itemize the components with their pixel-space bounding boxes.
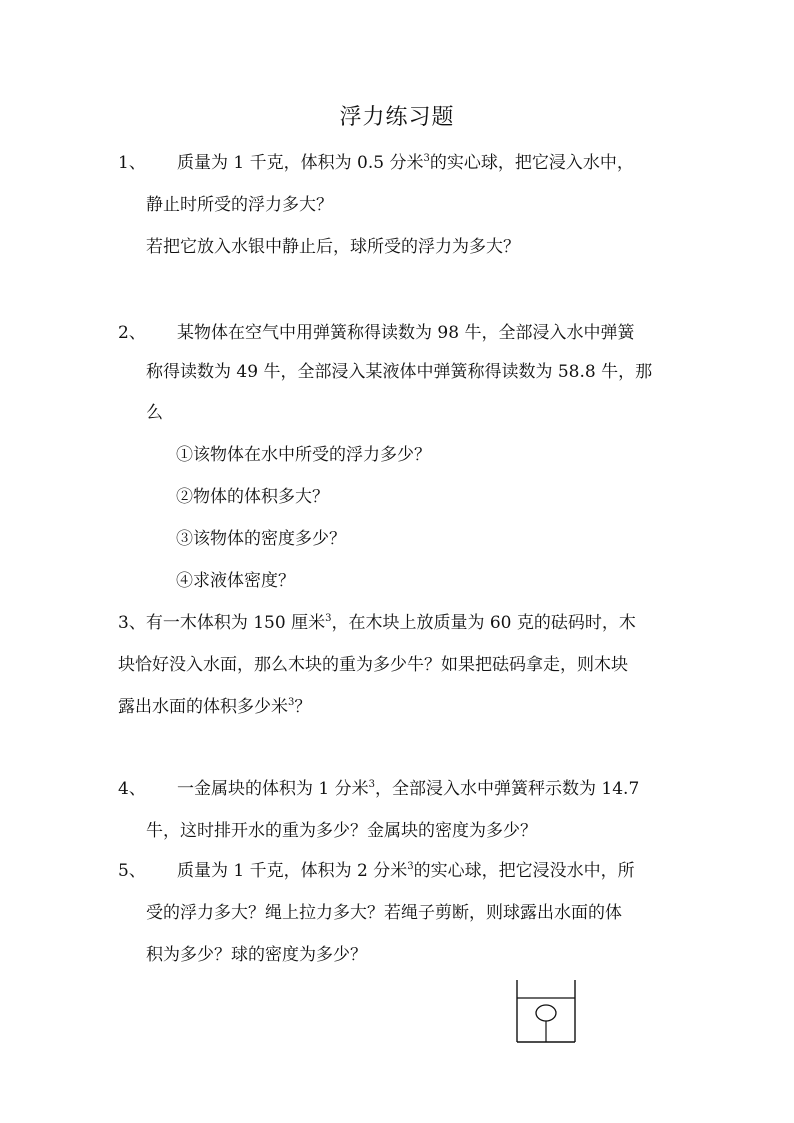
q4-line1-text-b: ，全部浸入水中弹簧秤示数为 14.7 [375,779,640,799]
q2-number: 2、 [118,323,146,343]
q5-line3: 积为多少？球的密度为多少？ [146,945,367,965]
q2-line1: 某物体在空气中用弹簧称得读数为 98 牛，全部浸入水中弹簧 [177,323,635,343]
q5-superscript: 3 [407,861,414,872]
page-title: 浮力练习题 [339,105,455,130]
q4-line2: 牛，这时排开水的重为多少？金属块的密度为多少？ [146,821,537,841]
ball-shape [536,1005,556,1021]
q2-sub3: ③该物体的密度多少？ [176,529,346,549]
q5-number: 5、 [118,861,146,881]
q2-sub2: ②物体的体积多大？ [176,487,329,507]
q1-line1-text-a: 质量为 1 千克，体积为 0.5 分米 [177,153,424,173]
q3-line3 [118,692,311,717]
q4-line1 [177,774,639,799]
q5-line2: 受的浮力多大？绳上拉力多大？若绳子剪断，则球露出水面的体 [146,903,622,923]
q3-line2: 块恰好没入水面，那么木块的重为多少牛？如果把砝码拿走，则木块 [118,655,628,675]
q3-superscript-1: 3 [325,613,332,624]
q5-line1-text-a: 质量为 1 千克，体积为 2 分米 [177,861,408,881]
q3-line1 [118,608,636,633]
q3-line3-text-a: 露出水面的体积多少米 [118,697,288,717]
q4-number: 4、 [118,779,146,799]
q1-number: 1、 [118,153,146,173]
q1-superscript: 3 [423,153,430,164]
q2-sub4: ④求液体密度？ [176,571,295,591]
q2-sub1: ①该物体在水中所受的浮力多少？ [176,445,431,465]
q3-line1-text-a: 3、有一木体积为 150 厘米 [118,613,326,633]
q2-line2: 称得读数为 49 牛，全部浸入某液体中弹簧称得读数为 58.8 牛，那 [146,362,653,382]
q5-line1 [177,856,635,881]
q5-line1-text-b: 的实心球，把它浸没水中，所 [413,861,635,881]
q1-line1-text-b: 的实心球，把它浸入水中， [429,153,634,173]
q1-line2: 静止时所受的浮力多大？ [146,195,333,215]
q3-line3-text-b: ？ [294,697,312,717]
q3-superscript-2: 3 [288,697,295,708]
q1-line3: 若把它放入水银中静止后，球所受的浮力为多大？ [146,237,520,257]
q4-superscript: 3 [368,779,375,790]
q4-line1-text-a: 一金属块的体积为 1 分米 [177,779,369,799]
q1-line1 [177,148,634,173]
q2-line3: 么 [146,403,163,423]
container-ball-diagram [513,980,579,1046]
q3-line1-text-b: ，在木块上放质量为 60 克的砝码时，木 [331,613,636,633]
